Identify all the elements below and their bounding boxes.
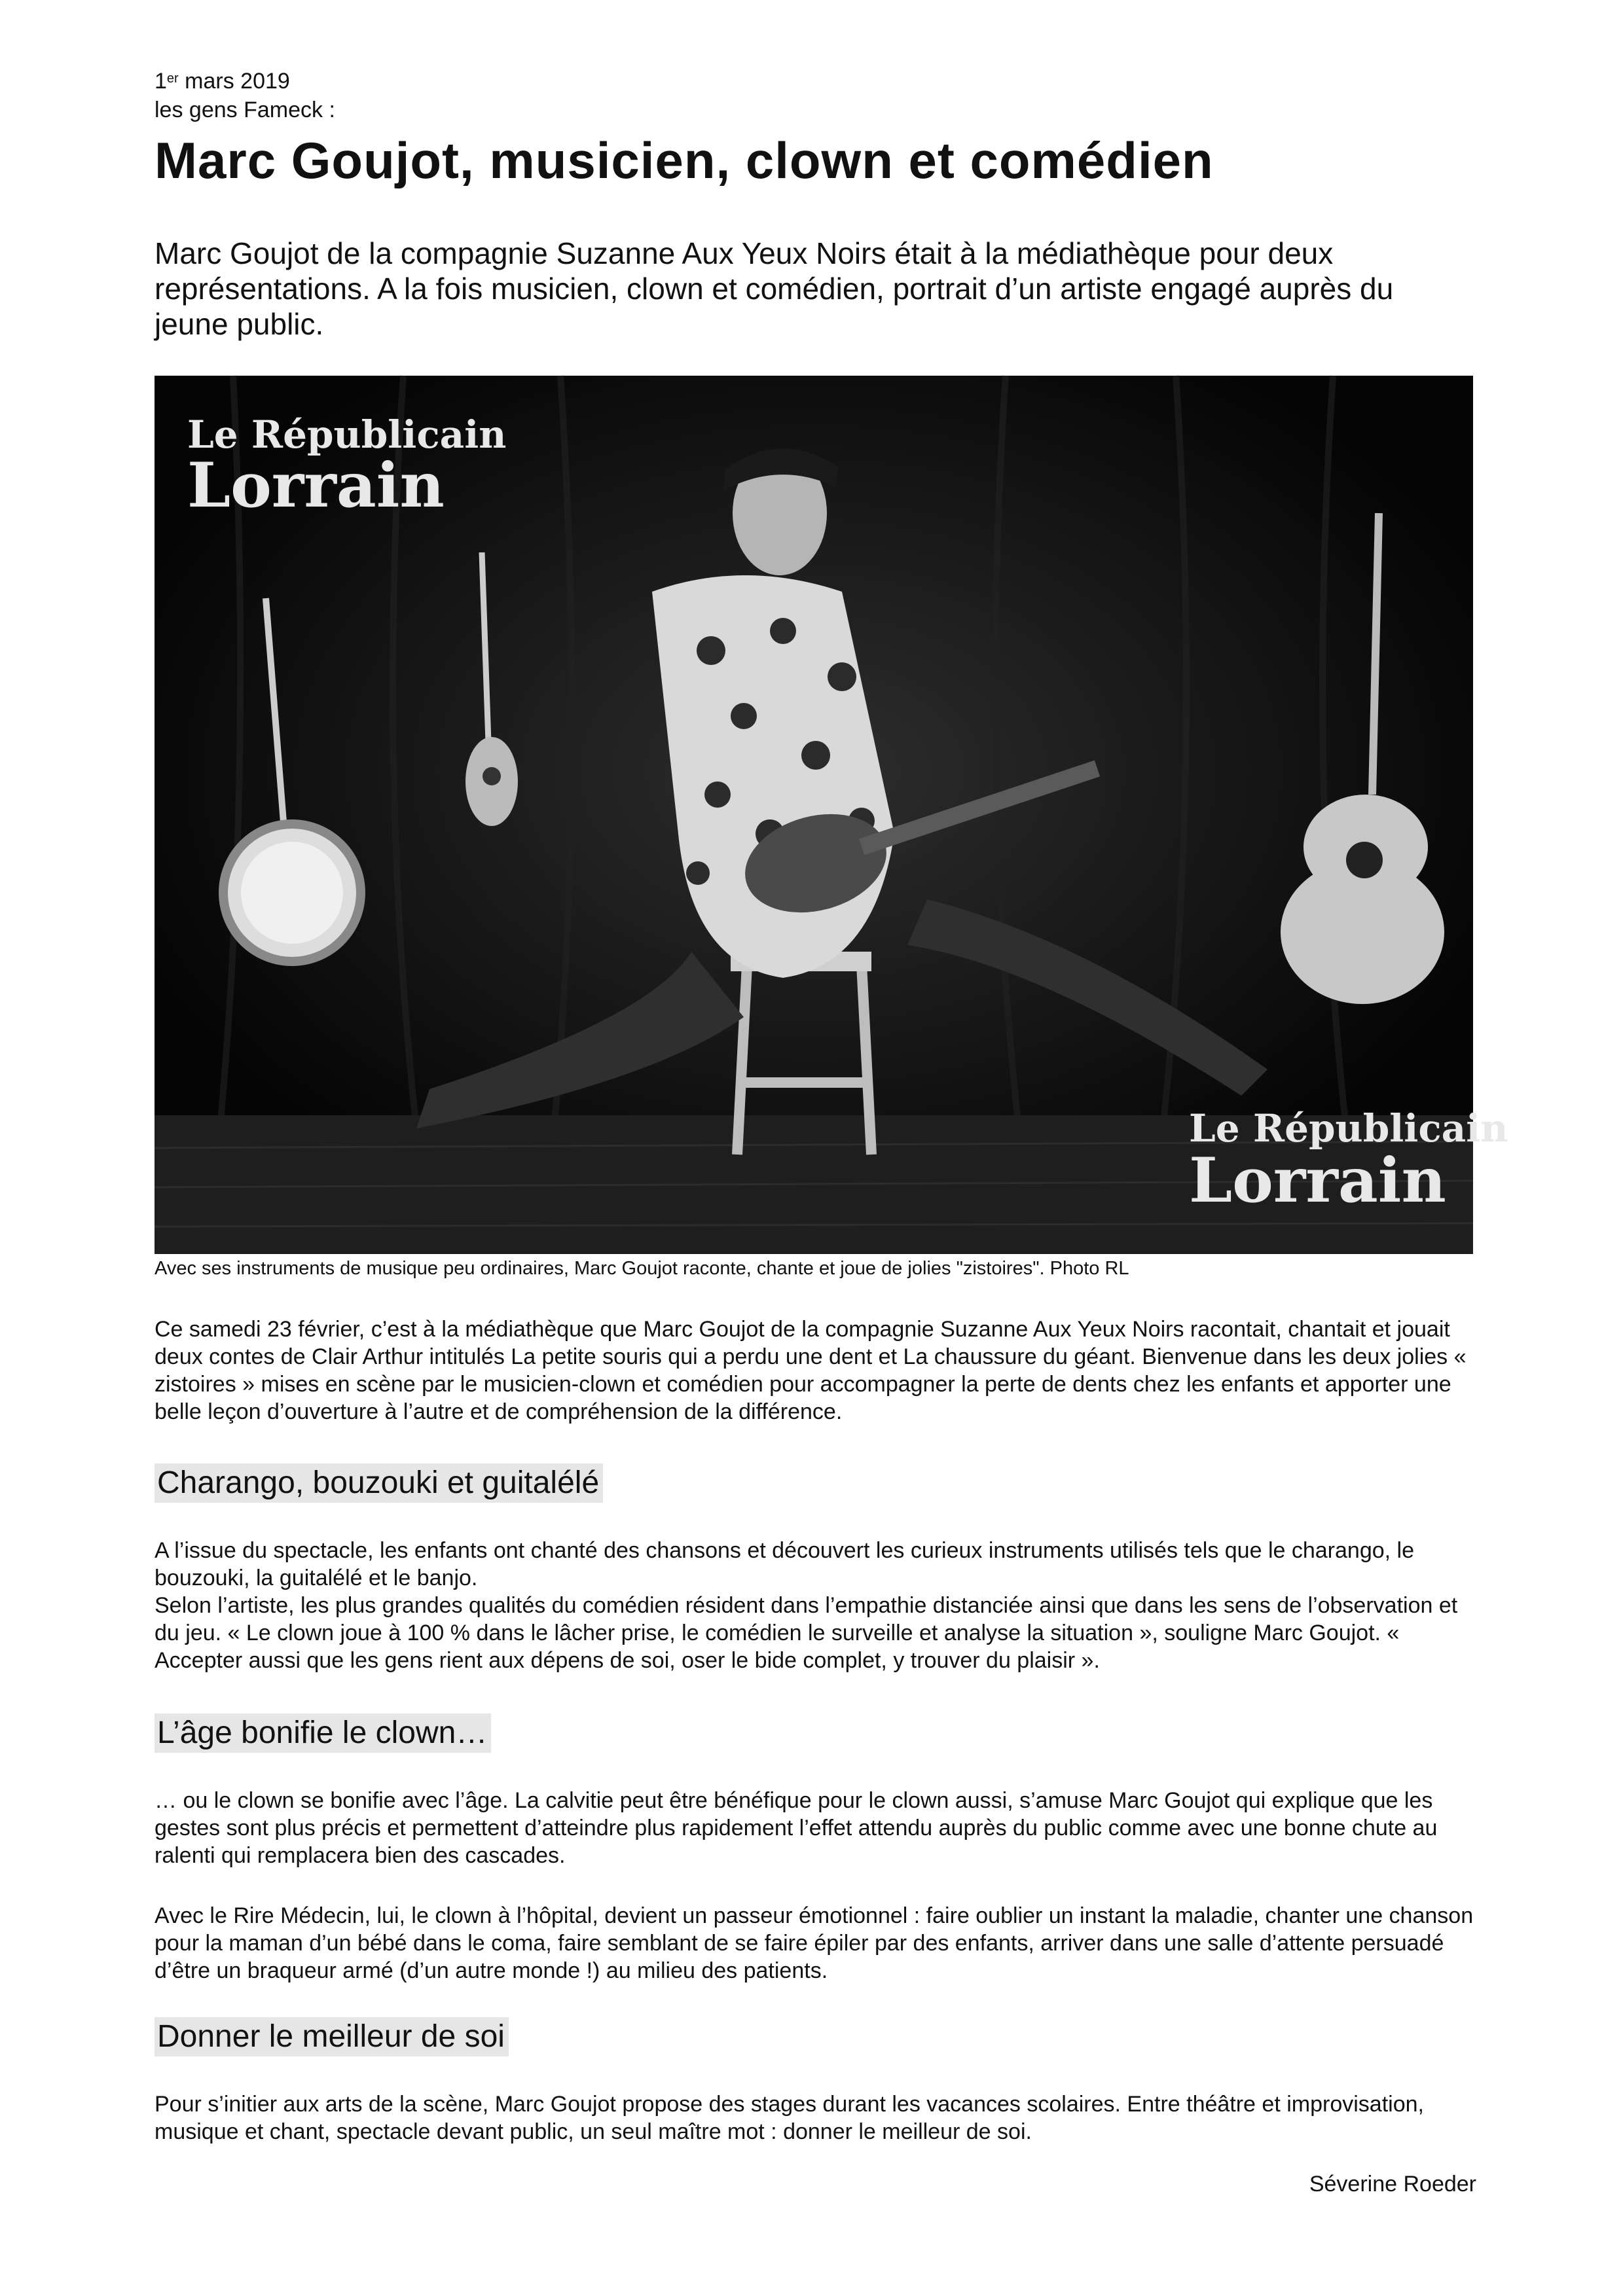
section-1-paragraph-1: A l’issue du spectacle, les enfants ont chanté des chansons et découvert les curieux instruments utilisés tels que le charango, le bouzouki, la guitalélé et le banjo. (155, 1538, 1414, 1590)
section-heading-1: Charango, bouzouki et guitalélé (155, 1463, 603, 1503)
section-3-paragraph-1: Pour s’initier aux arts de la scène, Marc Goujot propose des stages durant les vacances scolaires. Entre théâtre et improvisation, musique et chant, spectacle devant public, un seul maître mot : donner le meilleur de soi. (155, 2092, 1424, 2144)
photo-illustration (155, 376, 1508, 1254)
svg-text:Le Républicain: Le Républicain (187, 412, 507, 457)
section-2-paragraph-1: … ou le clown se bonifie avec l’âge. La calvitie peut être bénéfique pour le clown aussi, s’amuse Marc Goujot qui explique que les gestes sont plus précis et permettent d’atteindre plus rapidement l’effet attendu auprès du public comme avec une bonne chute au ralenti qui remplacera bien des cascades. (155, 1788, 1438, 1868)
article-author: Séverine Roeder (1309, 2172, 1476, 2197)
section-1-paragraph-2: Selon l’artiste, les plus grandes qualités du comédien résident dans l’empathie distanciée ainsi que dans les sens de l’observation et du jeu. « Le clown joue à 100 % dans le lâcher prise, le comédien le surveille et analyse la situation », souligne Marc Goujot. « Accepter aussi que les gens rient aux dépens de soi, oser le bide complet, y trouver du plaisir ». (155, 1593, 1458, 1673)
section-heading-2: L’âge bonifie le clown… (155, 1713, 491, 1753)
article-photo (155, 376, 1508, 1254)
article-title: Marc Goujot, musicien, clown et comédien (155, 132, 1214, 189)
photo-caption: Avec ses instruments de musique peu ordinaires, Marc Goujot raconte, chante et joue de jolies "zistoires". Photo RL (155, 1258, 1129, 1279)
intro-paragraph: Ce samedi 23 février, c’est à la médiathèque que Marc Goujot de la compagnie Suzanne Aux Yeux Noirs racontait, chantait et jouait deux contes de Clair Arthur intitulés La petite souris qui a perdu une dent et La chaussure du géant. Bienvenue dans les deux jolies « zistoires » mises en scène par le musicien-clown et comédien pour accompagner la perte de dents chez les enfants et apporter une belle leçon d’ouverture à l’autre et de compréhension de la différence. (155, 1317, 1467, 1424)
section-label: les gens Fameck : (155, 98, 335, 122)
section-2-paragraph-2: Avec le Rire Médecin, lui, le clown à l’hôpital, devient un passeur émotionnel : faire oublier un instant la maladie, chanter une chanson pour la maman d’un bébé dans le coma, faire semblant de se faire épiler par des enfants, arriver dans une salle d’attente persuadé d’être un braqueur armé (d’un autre monde !) au milieu des patients. (155, 1903, 1474, 1983)
publication-date: 1er mars 2019 (155, 69, 290, 94)
svg-text:Lorrain: Lorrain (187, 450, 445, 522)
article-lead: Marc Goujot de la compagnie Suzanne Aux Yeux Noirs était à la médiathèque pour deux représentations. A la fois musicien, clown et comédien, portrait d’un artiste engagé auprès du jeune public. (155, 236, 1394, 341)
svg-text:Lorrain: Lorrain (1189, 1145, 1446, 1217)
svg-text:Le Républicain: Le Républicain (1189, 1106, 1508, 1151)
section-heading-3: Donner le meilleur de soi (155, 2017, 509, 2056)
